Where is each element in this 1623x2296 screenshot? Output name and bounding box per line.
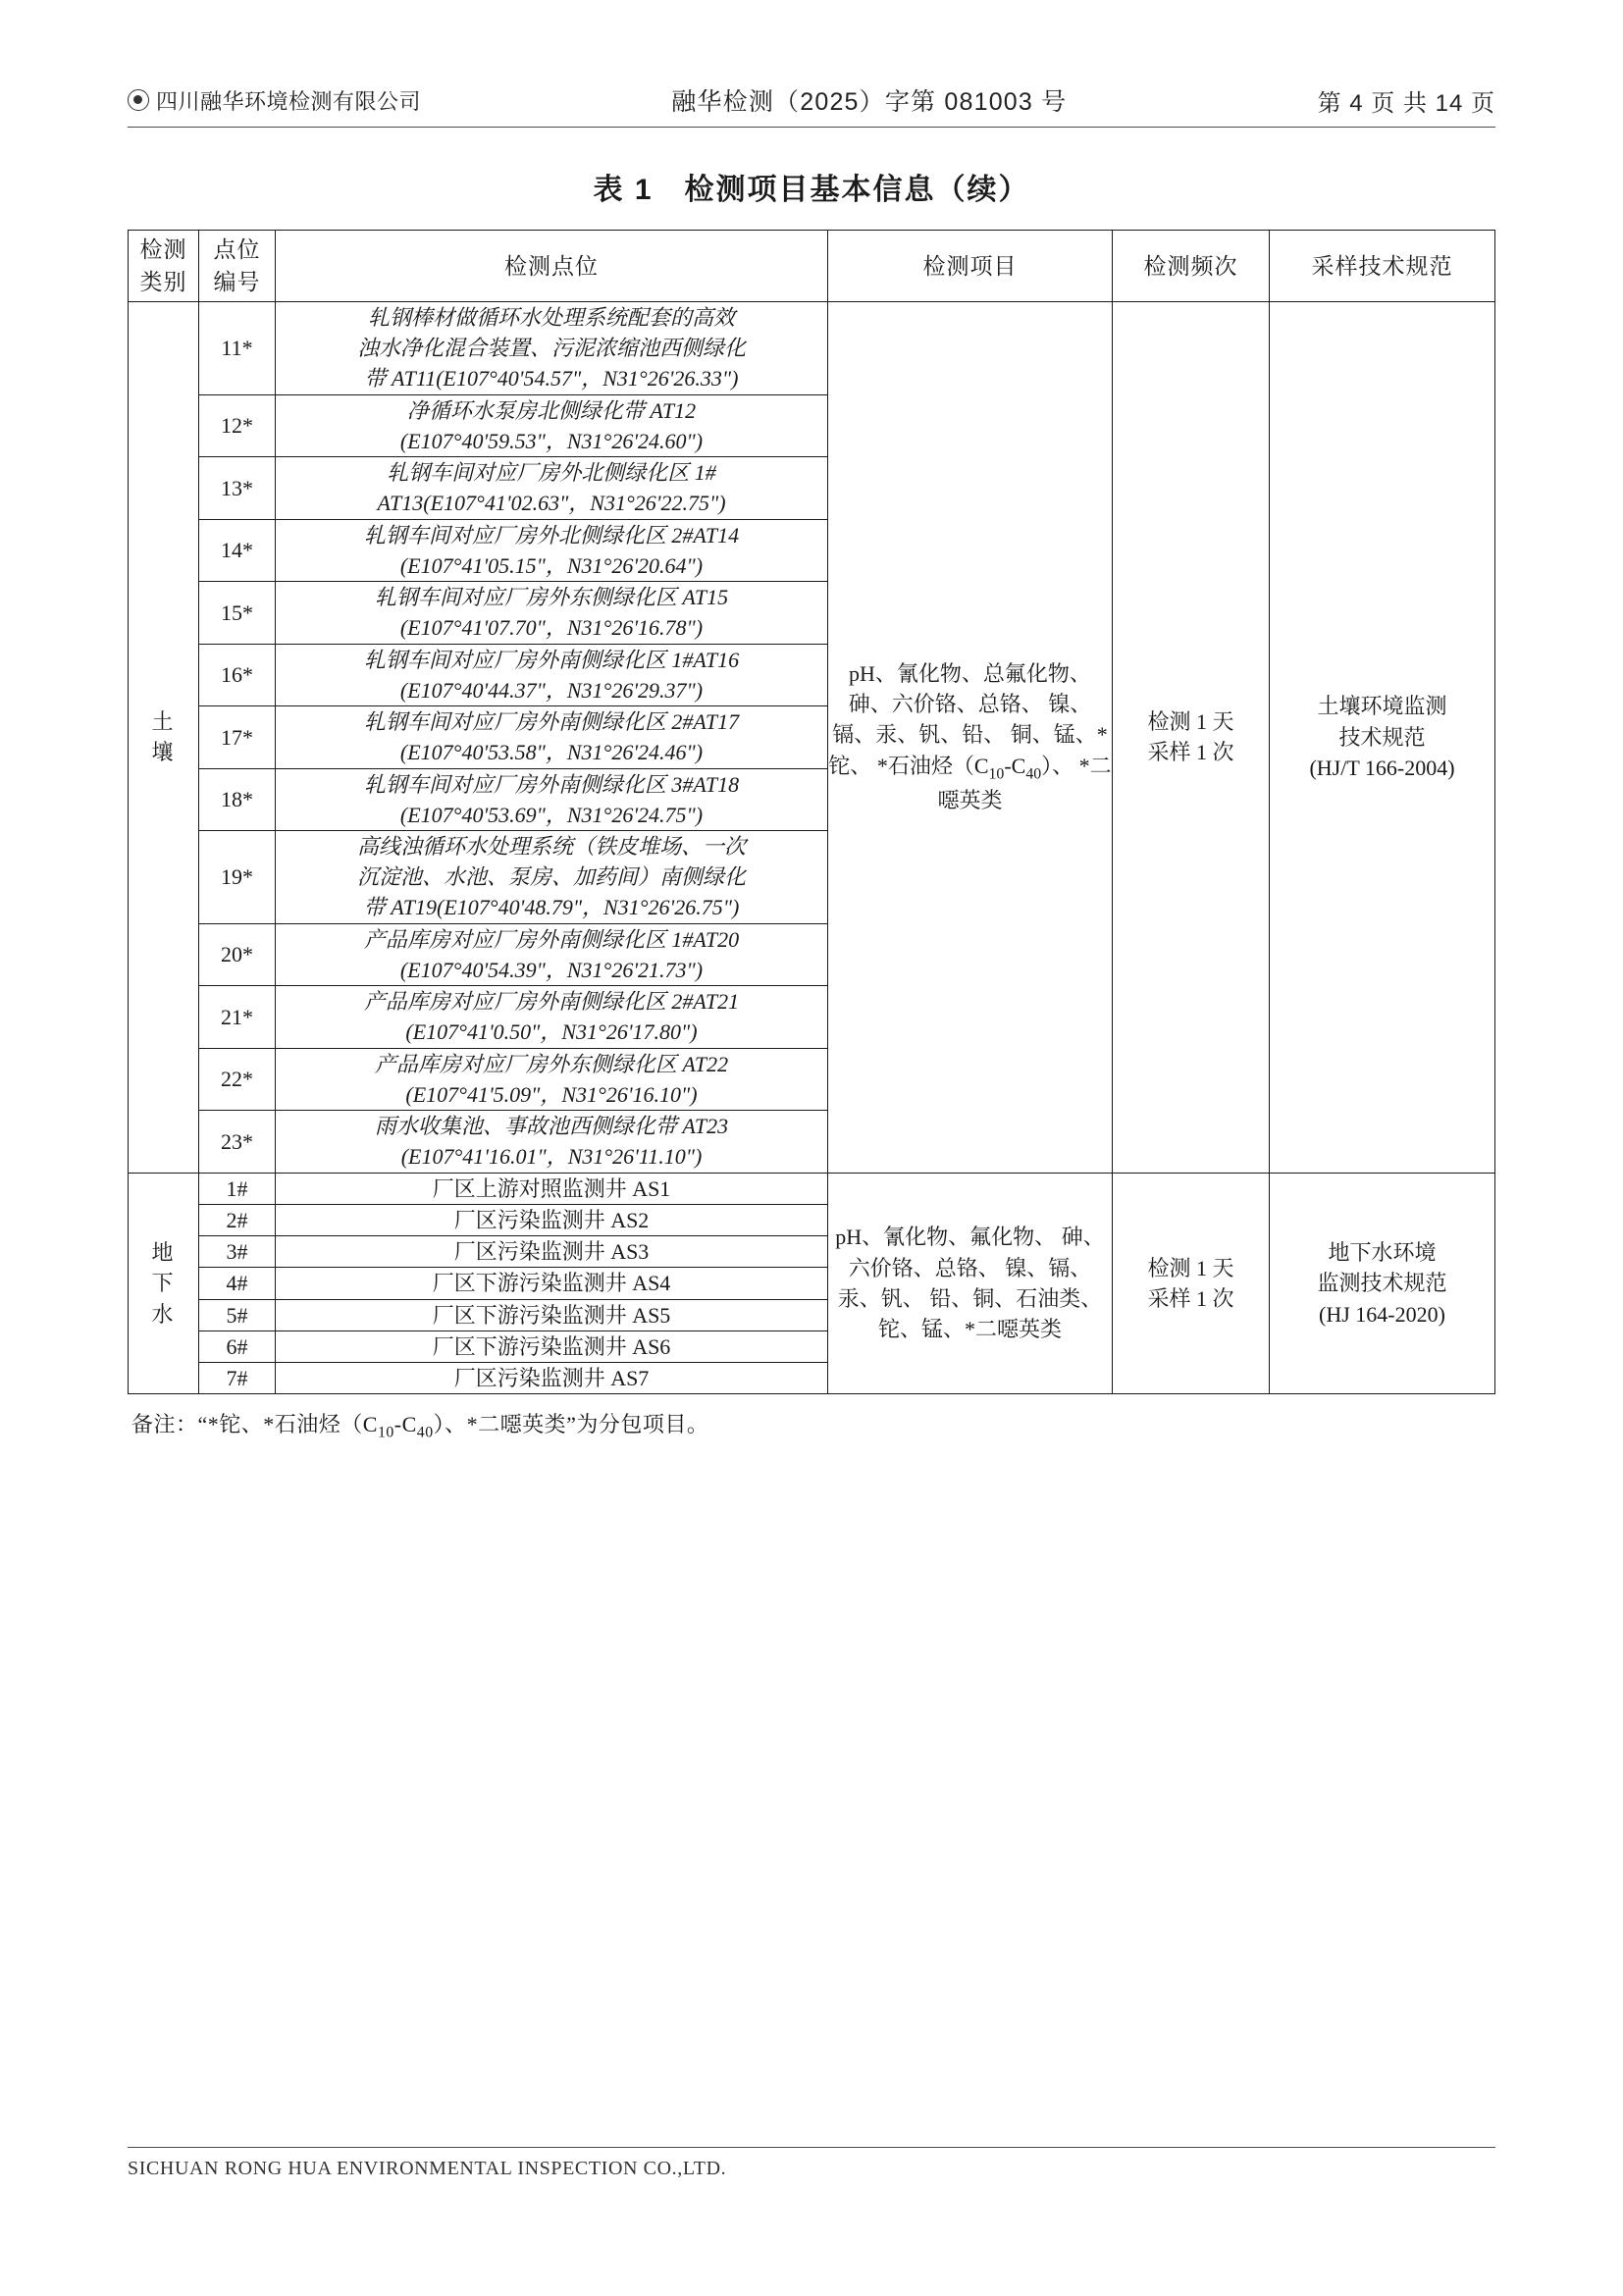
site-cell: 高线浊循环水处理系统（铁皮堆场、一次 沉淀池、水池、泵房、加药间）南侧绿化 带 AT19(E107°40'48.79"，N31°26'26.75"): [276, 830, 828, 923]
site-cell: 轧钢车间对应厂房外南侧绿化区 2#AT17 (E107°40'53.58"，N31°26'24.46"): [276, 706, 828, 768]
frequency-cell-soil: 检测 1 天 采样 1 次: [1113, 302, 1270, 1174]
site-cell: 产品库房对应厂房外南侧绿化区 1#AT20 (E107°40'54.39"，N31°26'21.73"): [276, 923, 828, 985]
col-header-category: 检测 类别: [129, 231, 199, 302]
site-cell: 雨水收集池、事故池西侧绿化带 AT23 (E107°41'16.01"，N31°26'11.10"): [276, 1111, 828, 1173]
point-no-cell: 18*: [199, 768, 276, 830]
footer-company-en: SICHUAN RONG HUA ENVIRONMENTAL INSPECTION CO.,LTD.: [128, 2158, 727, 2179]
point-no-cell: 7#: [199, 1362, 276, 1393]
site-cell: 轧钢车间对应厂房外南侧绿化区 1#AT16 (E107°40'44.37"，N31°26'29.37"): [276, 644, 828, 705]
site-cell: 厂区污染监测井 AS7: [276, 1362, 828, 1393]
point-no-cell: 3#: [199, 1236, 276, 1268]
site-cell: 厂区下游污染监测井 AS5: [276, 1299, 828, 1331]
site-cell: 产品库房对应厂房外东侧绿化区 AT22 (E107°41'5.09"，N31°26'16.10"): [276, 1048, 828, 1110]
table-body: [129, 302, 1495, 1394]
table-row: [129, 1173, 1495, 1204]
point-no-cell: 19*: [199, 830, 276, 923]
point-no-cell: 14*: [199, 519, 276, 581]
point-no-cell: 5#: [199, 1299, 276, 1331]
point-no-cell: 12*: [199, 394, 276, 456]
point-no-cell: 4#: [199, 1268, 276, 1299]
item-cell-groundwater: pH、氰化物、氟化物、 砷、六价铬、总铬、 镍、镉、汞、钒、 铅、铜、石油类、 铊、锰、*二噁英类: [828, 1173, 1113, 1394]
page-header: [128, 0, 1495, 118]
col-header-spec: 采样技术规范: [1270, 231, 1495, 302]
point-no-cell: 16*: [199, 644, 276, 705]
site-cell: 厂区下游污染监测井 AS6: [276, 1331, 828, 1362]
footer-divider: [128, 2147, 1495, 2148]
report-number: 融华检测（2025）字第 081003 号: [671, 88, 1068, 116]
point-no-cell: 20*: [199, 923, 276, 985]
point-no-cell: 17*: [199, 706, 276, 768]
spec-cell-groundwater: 地下水环境 监测技术规范 (HJ 164-2020): [1270, 1173, 1495, 1394]
page-number: 第 4 页 共 14 页: [1317, 89, 1495, 117]
site-cell: 净循环水泵房北侧绿化带 AT12 (E107°40'59.53"，N31°26'24.60"): [276, 394, 828, 456]
site-cell: 轧钢车间对应厂房外南侧绿化区 3#AT18 (E107°40'53.69"，N31°26'24.75"): [276, 768, 828, 830]
col-header-point-no: 点位 编号: [199, 231, 276, 302]
point-no-cell: 22*: [199, 1048, 276, 1110]
col-header-frequency: 检测频次: [1113, 231, 1270, 302]
category-cell-soil: 土 壤: [129, 302, 199, 1174]
category-cell-groundwater: 地 下 水: [129, 1173, 199, 1394]
point-no-cell: 2#: [199, 1204, 276, 1235]
site-cell: 轧钢车间对应厂房外北侧绿化区 1# AT13(E107°41'02.63"，N31°26'22.75"): [276, 457, 828, 519]
table-header-row: [129, 231, 1495, 302]
page-footer: [128, 2147, 1495, 2180]
detection-info-table: [128, 230, 1495, 1394]
point-no-cell: 11*: [199, 302, 276, 395]
company-identity: [128, 85, 421, 116]
col-header-site: 检测点位: [276, 231, 828, 302]
point-no-cell: 6#: [199, 1331, 276, 1362]
point-no-cell: 23*: [199, 1111, 276, 1173]
page-title: 表 1 检测项目基本信息（续）: [593, 174, 1030, 206]
item-cell-soil: pH、氰化物、总氟化物、 砷、六价铬、总铬、 镍、镉、汞、钒、铅、 铜、锰、*铊、 *石油烃$(C_{10}-C_{40})$、 *二噁英类: [828, 302, 1113, 1174]
site-cell: 产品库房对应厂房外南侧绿化区 2#AT21 (E107°41'0.50"，N31°26'17.80"): [276, 986, 828, 1048]
site-cell: 厂区污染监测井 AS3: [276, 1236, 828, 1268]
site-cell: 厂区上游对照监测井 AS1: [276, 1173, 828, 1204]
col-header-item: 检测项目: [828, 231, 1113, 302]
site-cell: 厂区污染监测井 AS2: [276, 1204, 828, 1235]
point-no-cell: 1#: [199, 1173, 276, 1204]
company-logo-icon: [128, 89, 149, 111]
site-cell: 厂区下游污染监测井 AS4: [276, 1268, 828, 1299]
point-no-cell: 15*: [199, 582, 276, 644]
table-row: [129, 302, 1495, 395]
item-petroleum-line: *石油烃$(C_{10}-C_{40})$、: [876, 753, 1074, 782]
site-cell: 轧钢车间对应厂房外东侧绿化区 AT15 (E107°41'07.70"，N31°26'16.78"): [276, 582, 828, 644]
table-note: 备注：“*铊、*石油烃$(C_{10}-C_{40})$、*二噁英类”为分包项目。: [131, 1412, 709, 1441]
frequency-cell-groundwater: 检测 1 天 采样 1 次: [1113, 1173, 1270, 1394]
point-no-cell: 21*: [199, 986, 276, 1048]
spec-cell-soil: 土壤环境监测 技术规范 (HJ/T 166-2004): [1270, 302, 1495, 1174]
point-no-cell: 13*: [199, 457, 276, 519]
site-cell: 轧钢车间对应厂房外北侧绿化区 2#AT14 (E107°41'05.15"，N31°26'20.64"): [276, 519, 828, 581]
site-cell: 轧钢棒材做循环水处理系统配套的高效 浊水净化混合装置、污泥浓缩池西侧绿化 带 AT11(E107°40'54.57"，N31°26'26.33"): [276, 302, 828, 395]
company-name: 四川融华环境检测有限公司: [156, 88, 422, 114]
header-divider: [128, 127, 1495, 128]
